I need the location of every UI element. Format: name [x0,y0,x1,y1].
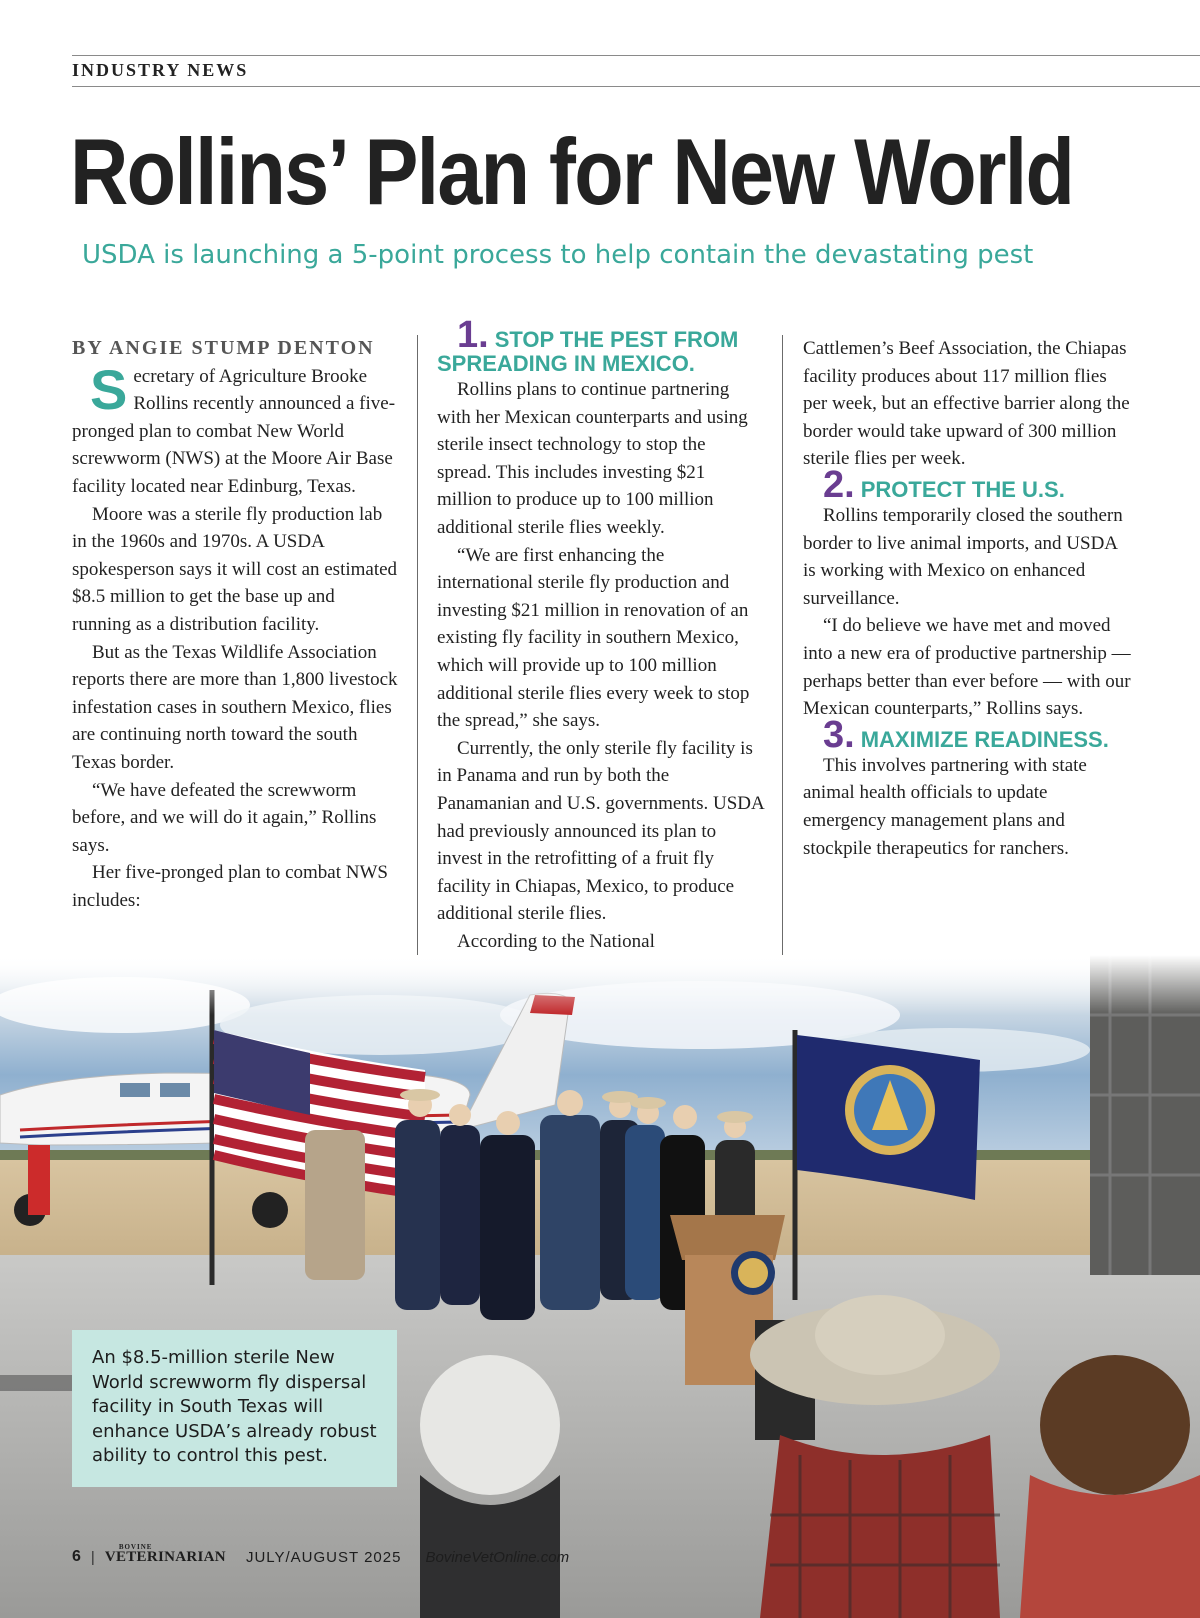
byline: BY ANGIE STUMP DENTON [72,337,375,359]
intro-text: ecretary of Agriculture Brooke Rollins recently announced a five-pronged plan to combat New World screwworm (NWS) at the Moore Air Base facility located near Edinburg, Texas. [72,365,396,497]
paragraph: “We have defeated the screwworm before, and we will do it again,” Rollins says. [72,779,377,856]
column-divider [782,335,783,970]
magazine-logo-small: BOVINE [118,1542,153,1551]
paragraph: Her five-pronged plan to combat NWS includes: [72,862,388,911]
step-2-heading [803,463,1133,506]
step-number: 3. [823,713,855,756]
page-footer [72,1542,570,1566]
paragraph: This involves partnering with state animal health officials to update emergency management plans and stockpile therapeutics for ranchers. [803,754,1087,859]
headline: Rollins’ Plan for New World [70,119,1074,224]
issue-date: JULY/AUGUST 2025 [245,1548,402,1566]
step-3-heading [803,713,1133,756]
footer-separator: | [90,1548,95,1566]
paragraph: Rollins temporarily closed the southern border to live animal imports, and USDA is working with Mexico on enhanced surveillance. [803,504,1123,609]
paragraph: According to the National [457,930,655,952]
paragraph: Currently, the only sterile fly facility is in Panama and run by both the Panamanian and U.S. governments. USDA had previously announced its plan to invest in the retrofitting of a fruit fly facility in Chiapas, Mexico, to produce additional sterile flies. [437,737,764,925]
paragraph: Cattlemen’s Beef Association, the Chiapas facility produces about 117 million flies per week, but an effective barrier along the border would take upward of 300 million sterile flies per week. [803,338,1130,470]
photo-caption: An $8.5-million sterile New World screwworm fly dispersal facility in South Texas will enhance USDA’s already robust ability to control this pest. [72,1330,397,1487]
paragraph: But as the Texas Wildlife Association reports there are more than 1,800 livestock infestation cases in southern Mexico, flies are continuing north toward the south Texas border. [72,641,398,773]
article-column-2 [437,314,764,955]
paragraph: “I do believe we have met and moved into a new era of productive partnership — perhaps better than ever before — with our Mexican counterparts,” Rollins says. [803,615,1131,720]
header-rule-bottom [72,86,1200,87]
magazine-logo [104,1542,226,1566]
event-photo [0,955,1200,1618]
step-title: STOP THE PEST FROM SPREADING IN MEXICO. [437,327,739,376]
step-number: 2. [823,463,855,506]
step-title: PROTECT THE U.S. [860,476,1065,502]
step-title: MAXIMIZE READINESS. [860,726,1109,752]
step-1-heading [437,314,764,376]
subheadline: USDA is launching a 5-point process to help contain the devastating pest [82,240,1034,270]
article-column-1 [72,335,398,914]
column-divider [417,335,418,970]
page-number: 6 [72,1548,81,1565]
drop-cap: S [90,357,128,421]
paragraph: “We are first enhancing the international sterile fly production and investing $21 million in renovation of an existing fly facility in southern Mexico, which will provide up to 100 million additional sterile flies every week to stop the spread,” she says. [437,544,750,732]
website-link[interactable]: BovineVetOnline.com [425,1548,570,1566]
event-photo-illustration [0,955,1200,1618]
magazine-logo-text: VETERINARIAN [104,1548,226,1565]
paragraph-intro [72,357,398,501]
paragraph: Rollins plans to continue partnering with her Mexican counterparts and using sterile insect technology to stop the spread. This includes investing $21 million to produce up to 100 million additional sterile flies weekly. [437,379,748,538]
article-column-3 [803,335,1133,862]
header-rule-top [72,55,1200,56]
section-label: INDUSTRY NEWS [72,60,249,80]
step-number: 1. [457,314,489,356]
paragraph: Moore was a sterile fly production lab in the 1960s and 1970s. A USDA spokesperson says it will cost an estimated $8.5 million to get the base up and running as a distribution facility. [72,503,398,635]
